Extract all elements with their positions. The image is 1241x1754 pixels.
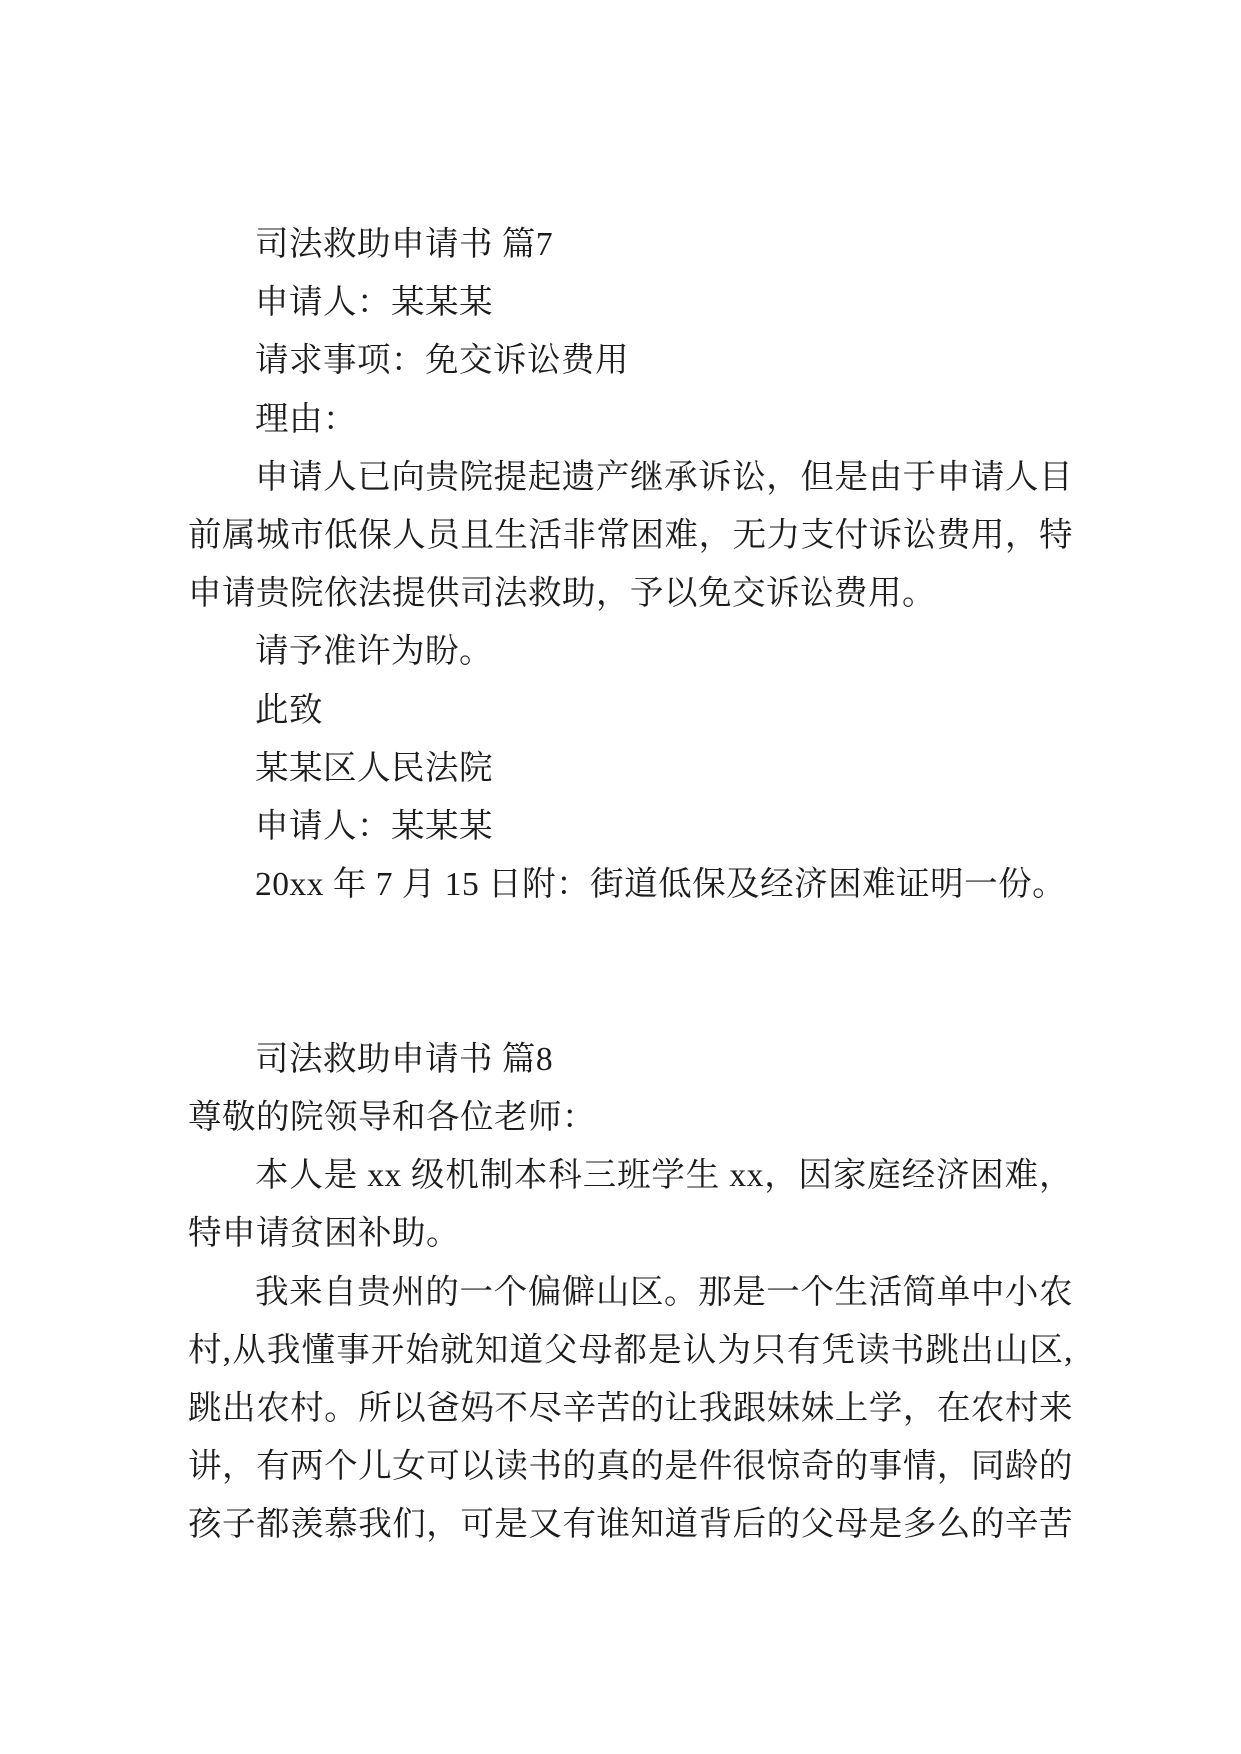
section7-body-line-3: 申请贵院依法提供司法救助，予以免交诉讼费用。 — [188, 575, 936, 613]
document-content — [188, 216, 1073, 1555]
section8-body-line-5: 跳出农村。所以爸妈不尽辛苦的让我跟妹妹上学，在农村来 — [188, 1390, 1073, 1428]
section8-body-line-3: 我来自贵州的一个偏僻山区。那是一个生活简单中小农 — [255, 1273, 1073, 1311]
section-application-8 — [188, 1031, 1073, 1555]
section7-request-line: 请求事项：免交诉讼费用 — [255, 342, 629, 380]
section7-applicant-line: 申请人：某某某 — [255, 284, 493, 322]
section8-body-line-6: 讲，有两个儿女可以读书的真的是件很惊奇的事情，同龄的 — [188, 1448, 1073, 1486]
section-application-7 — [188, 216, 1073, 914]
section7-court-line: 某某区人民法院 — [255, 749, 493, 787]
section7-body-line-1: 申请人已向贵院提起遗产继承诉讼，但是由于申请人目 — [255, 458, 1073, 496]
section7-title: 司法救助申请书 篇7 — [255, 226, 554, 263]
section8-body-line-4: 村,从我懂事开始就知道父母都是认为只有凭读书跳出山区, — [188, 1331, 1073, 1369]
section7-salute-line: 此致 — [255, 691, 323, 729]
section7-reason-label: 理由： — [255, 400, 357, 438]
section-gap — [188, 914, 1073, 1030]
section8-body-line-7: 孩子都羡慕我们，可是又有谁知道背后的父母是多么的辛苦 — [188, 1506, 1073, 1544]
section7-date-attachment-line: 20xx 年 7 月 15 日附：街道低保及经济困难证明一份。 — [255, 866, 1067, 904]
section7-plea-line: 请予准许为盼。 — [255, 633, 493, 671]
section8-body-line-2: 特申请贫困补助。 — [188, 1215, 460, 1253]
section8-title: 司法救助申请书 篇8 — [255, 1040, 554, 1078]
section7-signature-line: 申请人：某某某 — [255, 808, 493, 846]
section8-body-line-1: 本人是 xx 级机制本科三班学生 xx，因家庭经济困难， — [255, 1157, 1073, 1195]
section8-salutation-line: 尊敬的院领导和各位老师： — [188, 1099, 596, 1137]
section7-body-line-2: 前属城市低保人员且生活非常困难，无力支付诉讼费用，特 — [188, 517, 1073, 555]
